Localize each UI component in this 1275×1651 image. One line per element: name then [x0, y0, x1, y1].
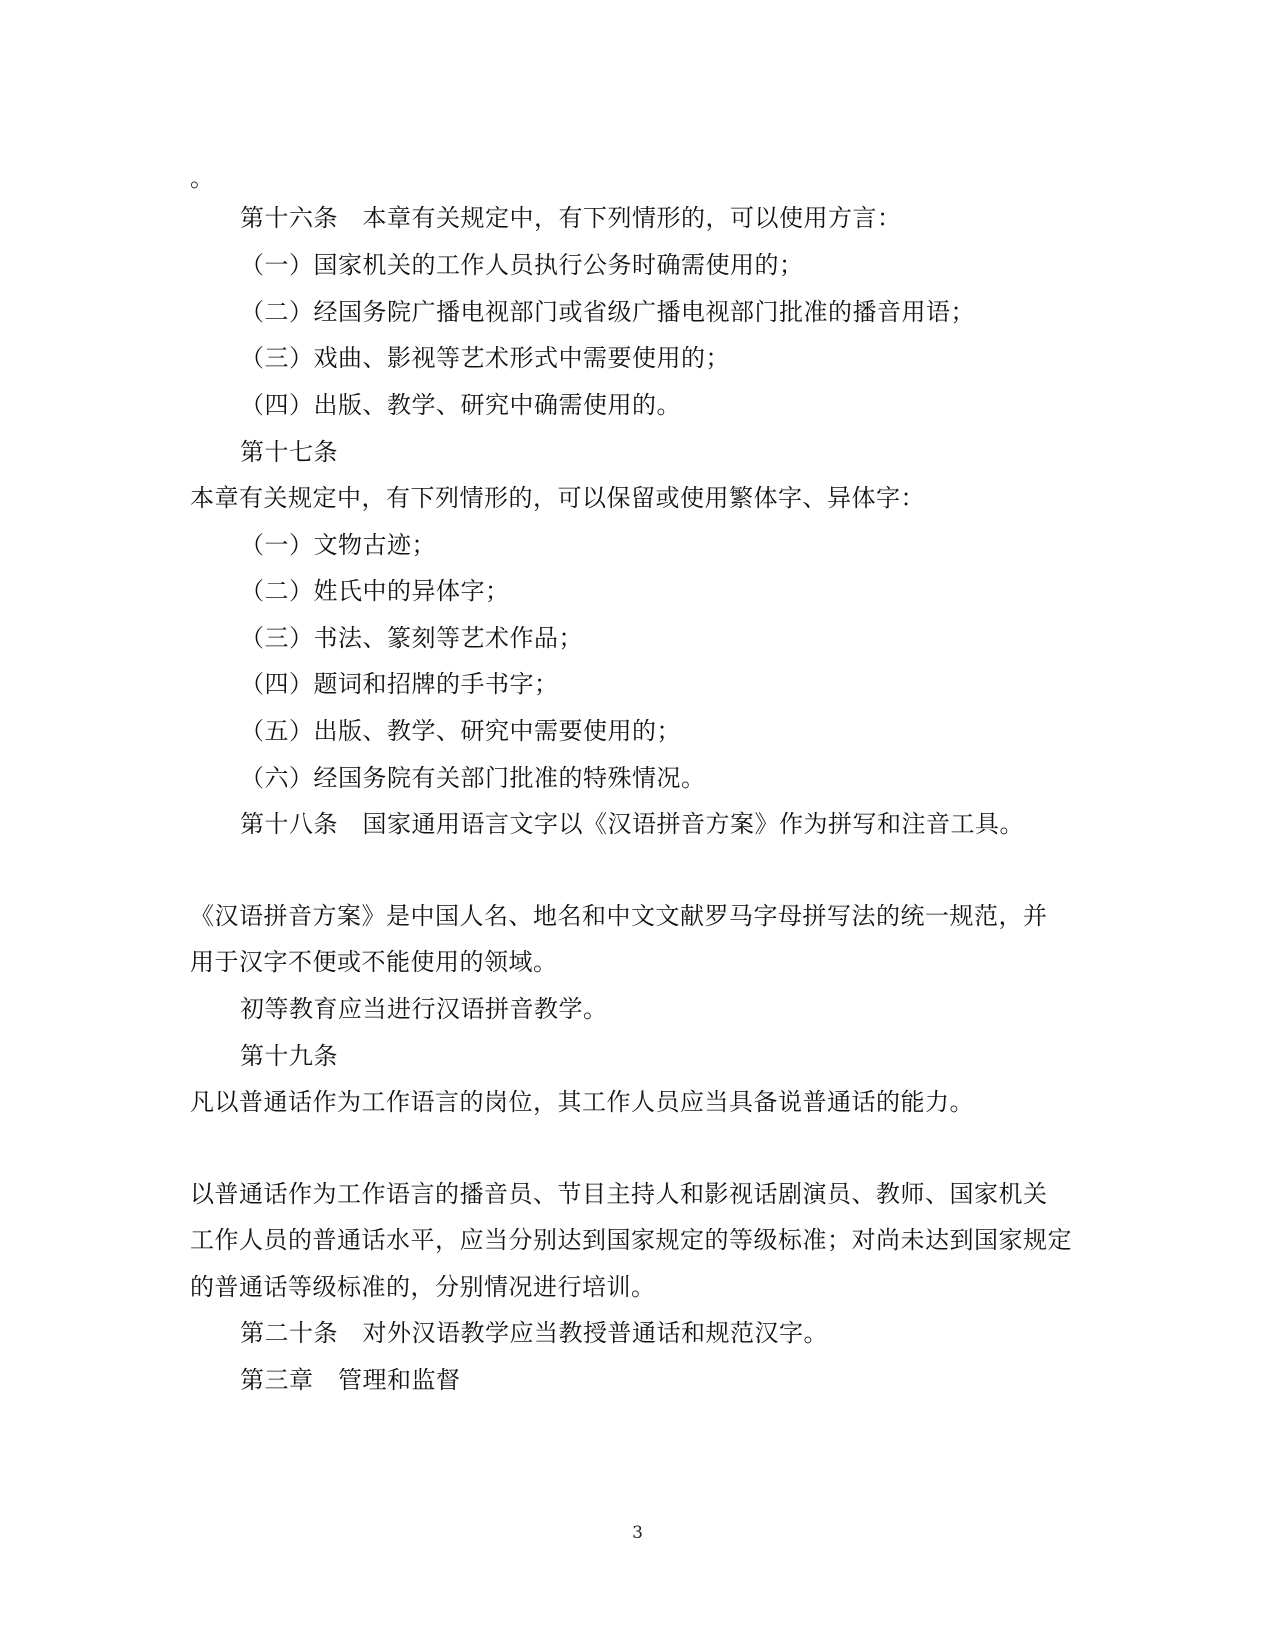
article-16-item-1: （一）国家机关的工作人员执行公务时确需使用的；	[240, 251, 804, 279]
article-17-item-1: （一）文物古迹；	[240, 531, 436, 559]
article-16-item-3: （三）戏曲、影视等艺术形式中需要使用的；	[240, 344, 730, 372]
article-19-para-2a: 以普通话作为工作语言的播音员、节目主持人和影视话剧演员、教师、国家机关	[190, 1180, 1048, 1208]
article-18-para-2: 初等教育应当进行汉语拼音教学。	[240, 995, 608, 1023]
article-17-item-4: （四）题词和招牌的手书字；	[240, 670, 559, 698]
article-18-para-1b: 用于汉字不便或不能使用的领域。	[190, 948, 558, 976]
article-19-para-1: 凡以普通话作为工作语言的岗位，其工作人员应当具备说普通话的能力。	[190, 1088, 974, 1116]
article-17-item-5: （五）出版、教学、研究中需要使用的；	[240, 717, 681, 745]
chapter-3-heading: 第三章 管理和监督	[240, 1366, 461, 1394]
article-17-item-6: （六）经国务院有关部门批准的特殊情况。	[240, 764, 706, 792]
article-17-body: 本章有关规定中，有下列情形的，可以保留或使用繁体字、异体字：	[190, 484, 925, 512]
page-number: 3	[632, 1523, 643, 1543]
article-16-item-2: （二）经国务院广播电视部门或省级广播电视部门批准的播音用语；	[240, 298, 975, 326]
article-18-heading: 第十八条 国家通用语言文字以《汉语拼音方案》作为拼写和注音工具。	[240, 810, 1024, 838]
article-19-para-2b: 工作人员的普通话水平，应当分别达到国家规定的等级标准；对尚未达到国家规定	[190, 1226, 1072, 1254]
article-20-heading: 第二十条 对外汉语教学应当教授普通话和规范汉字。	[240, 1319, 828, 1347]
text-line-period: 。	[190, 164, 215, 192]
article-19-heading: 第十九条	[240, 1042, 338, 1070]
article-17-heading: 第十七条	[240, 438, 338, 466]
article-19-para-2c: 的普通话等级标准的，分别情况进行培训。	[190, 1273, 656, 1301]
article-17-item-3: （三）书法、篆刻等艺术作品；	[240, 624, 583, 652]
article-18-para-1a: 《汉语拼音方案》是中国人名、地名和中文文献罗马字母拼写法的统一规范，并	[190, 902, 1048, 930]
article-17-item-2: （二）姓氏中的异体字；	[240, 577, 510, 605]
article-16-item-4: （四）出版、教学、研究中确需使用的。	[240, 391, 681, 419]
article-16-heading: 第十六条 本章有关规定中，有下列情形的，可以使用方言：	[240, 204, 902, 232]
